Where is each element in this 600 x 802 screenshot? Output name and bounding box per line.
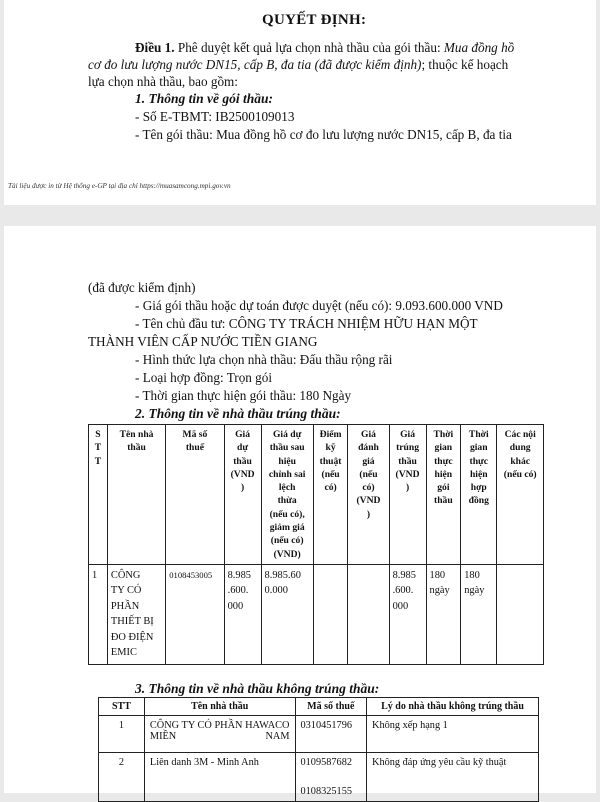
winning-bidder-table — [88, 424, 544, 665]
package-name: - Tên gói thầu: Mua đồng hồ cơ đo lưu lượng nước DN15, cấp B, đa tia — [135, 127, 512, 142]
article-1-line-2 — [88, 57, 508, 73]
table-cell — [313, 564, 348, 664]
table-cell — [348, 564, 389, 664]
column-header: Các nội dung khác (nếu có) — [497, 425, 544, 565]
column-header: S T T — [89, 425, 108, 565]
column-header: Lý do nhà thầu không trúng thầu — [367, 698, 539, 716]
column-header: Giá đánh giá (nếu có) (VND ) — [348, 425, 389, 565]
section-2-heading: 2. Thông tin về nhà thầu trúng thầu: — [135, 406, 341, 421]
article-1-package-cont: cơ đo lưu lượng nước DN15, cấp B, đa tia (đã được kiểm định) — [88, 57, 422, 72]
section-1-heading: 1. Thông tin về gói thầu: — [135, 91, 274, 106]
column-header: Tên nhà thầu — [107, 425, 165, 565]
table-cell: CÔNG TY CÓ PHẦN THIẾT BỊ ĐO ĐIỆN EMIC — [107, 564, 165, 664]
article-1-line-3: lựa chọn nhà thầu, bao gồm: — [88, 74, 238, 89]
table-cell: 0108453005 — [166, 564, 224, 664]
table-row — [89, 564, 544, 664]
contract-type: - Loại hợp đồng: Trọn gói — [135, 370, 273, 385]
column-header: Tên nhà thầu — [144, 698, 295, 716]
column-header: Giá dự thầu (VND ) — [224, 425, 261, 565]
table-cell: Không đáp ứng yêu cầu kỹ thuật — [367, 753, 539, 802]
column-header: Thời gian thực hiện gói thầu — [426, 425, 461, 565]
document-page-1 — [4, 0, 596, 205]
column-header: Điểm kỹ thuật (nếu có) — [313, 425, 348, 565]
package-price: - Giá gói thầu hoặc dự toán được duyệt (nếu có): 9.093.600.000 VND — [135, 298, 503, 313]
table-cell: 180 ngày — [461, 564, 497, 664]
column-header: Mã số thuế — [166, 425, 224, 565]
table-cell: Không xếp hạng 1 — [367, 716, 539, 753]
article-1-label: Điều 1. — [135, 40, 175, 55]
column-header: Giá trúng thầu (VND ) — [389, 425, 426, 565]
tax-code-extra: 0108325155 — [300, 786, 352, 797]
table-cell: Liên danh 3M - Minh Anh — [144, 753, 295, 802]
article-1-package: Mua đồng hồ — [443, 40, 515, 55]
column-header: STT — [99, 698, 145, 716]
column-header: Mã số thuế — [295, 698, 367, 716]
table-cell: 8.985 .600. 000 — [224, 564, 261, 664]
investor-name: - Tên chủ đầu tư: CÔNG TY TRÁCH NHIỆM HỮU HẠN MỘT — [135, 316, 478, 331]
package-name-cont: (đã được kiểm định) — [88, 280, 196, 295]
table-row — [99, 716, 539, 753]
table-cell: 1 — [99, 716, 145, 753]
section-3-heading: 3. Thông tin về nhà thầu không trúng thầu: — [135, 681, 380, 696]
table-cell: 0310451796 — [295, 716, 367, 753]
package-duration: - Thời gian thực hiện gói thầu: 180 Ngày — [135, 388, 352, 403]
selection-method: - Hình thức lựa chọn nhà thầu: Đấu thầu rộng rãi — [135, 352, 393, 367]
table-cell: 180 ngày — [426, 564, 461, 664]
page-footer: Tài liệu được in từ Hệ thống e-GP tại địa chỉ https://muasamcong.mpi.gov.vn — [8, 182, 231, 190]
column-header: Giá dự thầu sau hiệu chỉnh sai lệch thừa (nếu có), giảm giá (nếu có) (VND) — [261, 425, 313, 565]
table-cell: 1 — [89, 564, 108, 664]
table-header-row — [99, 698, 539, 716]
document-page-2 — [4, 226, 596, 797]
article-1-rest: ; thuộc kế hoạch — [421, 57, 509, 72]
table-row — [99, 753, 539, 802]
table-cell: 8.985 .600. 000 — [389, 564, 426, 664]
table-header-row — [89, 425, 544, 565]
investor-name-cont: THÀNH VIÊN CẤP NƯỚC TIỀN GIANG — [88, 334, 318, 349]
tax-code: 0109587682 — [300, 757, 352, 768]
tbmt-number: - Số E-TBMT: IB2500109013 — [135, 109, 295, 124]
table-cell — [497, 564, 544, 664]
losing-bidder-table — [98, 697, 539, 802]
article-1-text: Phê duyệt kết quả lựa chọn nhà thầu của gói thầu: — [174, 40, 444, 55]
table-cell: CÔNG TY CÓ PHẦN HAWACO MIỀN NAM — [144, 716, 295, 753]
table-cell — [295, 753, 367, 802]
column-header: Thời gian thực hiện hợp đồng — [461, 425, 497, 565]
decision-title: QUYẾT ĐỊNH: — [262, 12, 367, 28]
article-1-line-1 — [135, 40, 514, 56]
table-cell: 8.985.60 0.000 — [261, 564, 313, 664]
table-cell: 2 — [99, 753, 145, 802]
